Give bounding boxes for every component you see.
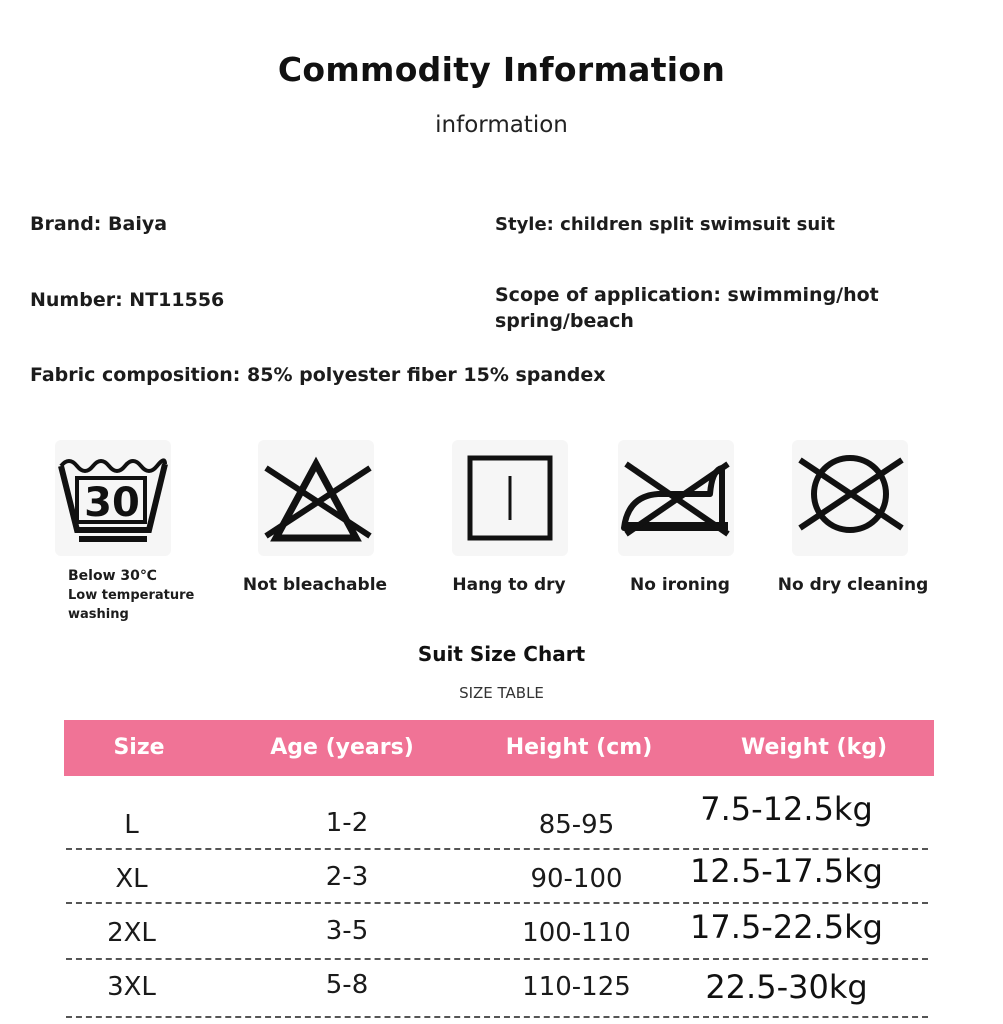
brand-label: Brand: Baiya	[30, 213, 168, 235]
size-table-header	[64, 720, 934, 776]
number-label: Number: NT11556	[30, 289, 225, 311]
size-cell: 2XL	[107, 918, 156, 948]
column-header-weight: Weight (kg)	[740, 735, 888, 760]
page-subtitle: information	[435, 112, 568, 138]
wash-30-icon	[55, 440, 171, 556]
bleach-label: Not bleachable	[242, 575, 388, 595]
size-chart-title: Suit Size Chart	[417, 642, 586, 666]
wash-line-1: Below 30℃	[68, 568, 157, 584]
height-cell: 100-110	[522, 918, 631, 948]
no-dry-clean-icon	[792, 440, 908, 556]
age-cell: 3-5	[325, 916, 369, 946]
age-cell: 5-8	[325, 970, 369, 1000]
wash-line-3: washing	[68, 607, 129, 622]
column-header-height: Height (cm)	[505, 735, 653, 760]
column-header-age: Age (years)	[270, 735, 414, 760]
table-row	[64, 850, 934, 902]
age-cell: 1-2	[325, 808, 369, 838]
hang-dry-icon	[452, 440, 568, 556]
scope-line-1: Scope of application: swimming/hot	[495, 284, 879, 306]
size-chart-subtitle: SIZE TABLE	[459, 684, 544, 702]
row-divider	[66, 1016, 928, 1018]
weight-cell: 22.5-30kg	[705, 968, 868, 1006]
age-cell: 2-3	[325, 862, 369, 892]
table-row	[64, 904, 934, 958]
page-title: Commodity Information	[277, 50, 726, 89]
wash-line-2: Low temperature	[68, 588, 195, 603]
weight-cell: 12.5-17.5kg	[690, 852, 883, 890]
table-row	[64, 960, 934, 1016]
dry-label: Hang to dry	[452, 575, 566, 595]
fabric-label: Fabric composition: 85% polyester fiber 15% spandex	[30, 364, 606, 386]
scope-label	[495, 282, 935, 334]
style-label: Style: children split swimsuit suit	[495, 214, 835, 235]
height-cell: 85-95	[538, 810, 615, 840]
height-cell: 110-125	[522, 972, 631, 1002]
size-cell: XL	[115, 864, 148, 894]
height-cell: 90-100	[530, 864, 623, 894]
wash-number: 30	[84, 480, 140, 526]
no-iron-icon	[618, 440, 734, 556]
table-row	[64, 790, 934, 848]
weight-cell: 7.5-12.5kg	[700, 790, 873, 828]
no-bleach-icon	[258, 440, 374, 556]
scope-line-2: spring/beach	[495, 310, 634, 332]
weight-cell: 17.5-22.5kg	[690, 908, 883, 946]
dryclean-label: No dry cleaning	[777, 575, 929, 595]
wash-label	[68, 567, 194, 624]
column-header-size: Size	[113, 735, 165, 760]
size-cell: 3XL	[107, 972, 156, 1002]
iron-label: No ironing	[630, 575, 730, 595]
size-cell: L	[124, 810, 139, 840]
